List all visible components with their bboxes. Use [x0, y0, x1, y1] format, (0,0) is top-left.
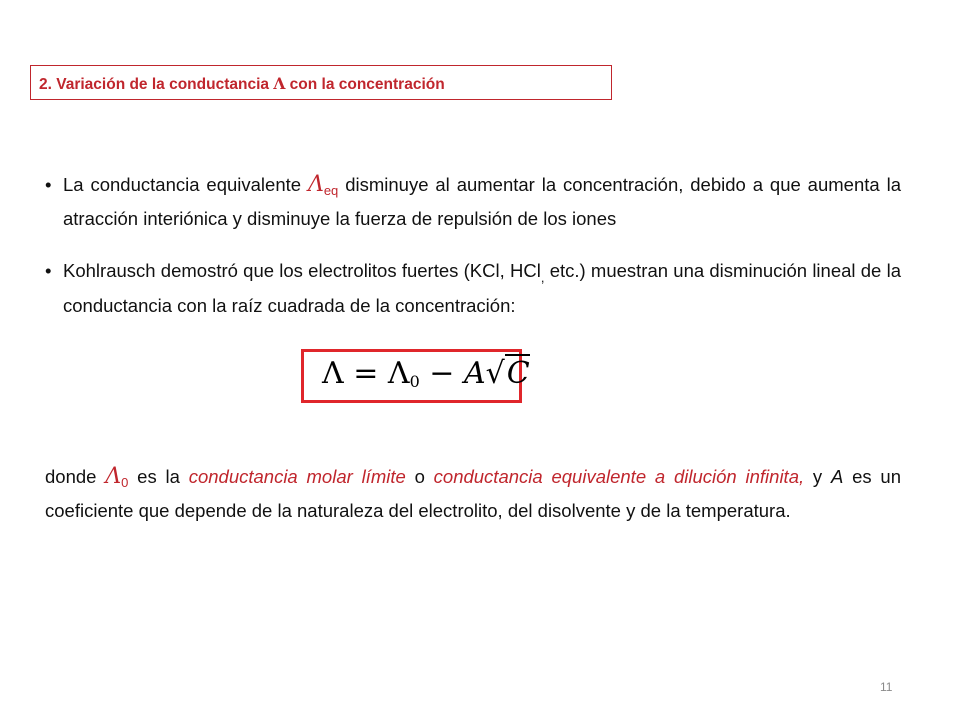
page-number: 11	[880, 680, 893, 694]
formula-lambda: Λ	[322, 356, 344, 391]
term-molar-limit: conductancia molar límite	[188, 466, 406, 487]
para-text-5: es un coeficiente que depende de la naturaleza del electrolito, del disolvente y de la temperatura.	[45, 466, 902, 521]
para-text-3: o	[405, 466, 434, 487]
bullet-1-text-end: disminuye al aumentar la concentración, debido a que aumenta la atracción interiónica y disminuye la fuerza de repulsión de los iones	[63, 174, 901, 229]
bullet-icon: •	[45, 174, 52, 195]
bullet-item-1	[45, 171, 901, 233]
lambda-zero-symbol: Λ	[105, 464, 122, 489]
section-title	[39, 74, 445, 94]
bullet-icon: •	[45, 260, 52, 281]
title-prefix: 2. Variación de la conductancia	[39, 76, 274, 93]
formula-lambda-zero: Λ	[387, 356, 410, 391]
para-text-4: y	[804, 466, 831, 487]
kohlrausch-formula	[322, 356, 530, 391]
bullet-2-comma: ,	[540, 270, 545, 285]
section-title-box	[30, 65, 612, 100]
bullet-item-2	[45, 257, 901, 320]
bullet-2-text-end: etc.) muestran una disminución lineal de la conductancia con la raíz cuadrada de la concentración:	[63, 260, 901, 316]
formula-box	[301, 349, 530, 403]
formula-lambda-subscript: 0	[409, 372, 420, 391]
para-text-2: es la	[128, 466, 189, 487]
formula-coefficient: A	[463, 356, 486, 391]
term-infinite-dilution: conductancia equivalente a dilución infinita,	[433, 466, 805, 487]
lambda-eq-symbol: Λ	[307, 172, 324, 197]
variable-a: A	[830, 466, 844, 487]
formula-minus: −	[419, 356, 464, 391]
bullet-1-text-start: La conductancia equivalente	[63, 174, 308, 195]
formula-radicand: C	[506, 356, 530, 391]
sqrt-icon: √	[485, 356, 505, 391]
para-text-1: donde	[45, 466, 106, 487]
lambda-eq-subscript: eq	[323, 183, 339, 198]
title-suffix: con la concentración	[285, 76, 445, 93]
lambda-zero-subscript: 0	[121, 475, 129, 490]
definition-paragraph	[45, 463, 901, 525]
bullet-2-text-start: Kohlrausch demostró que los electrolitos fuertes (KCl, HCl	[63, 260, 541, 281]
formula-equals: =	[343, 356, 388, 391]
bullet-list	[45, 171, 901, 320]
lambda-symbol: Λ	[273, 74, 286, 93]
